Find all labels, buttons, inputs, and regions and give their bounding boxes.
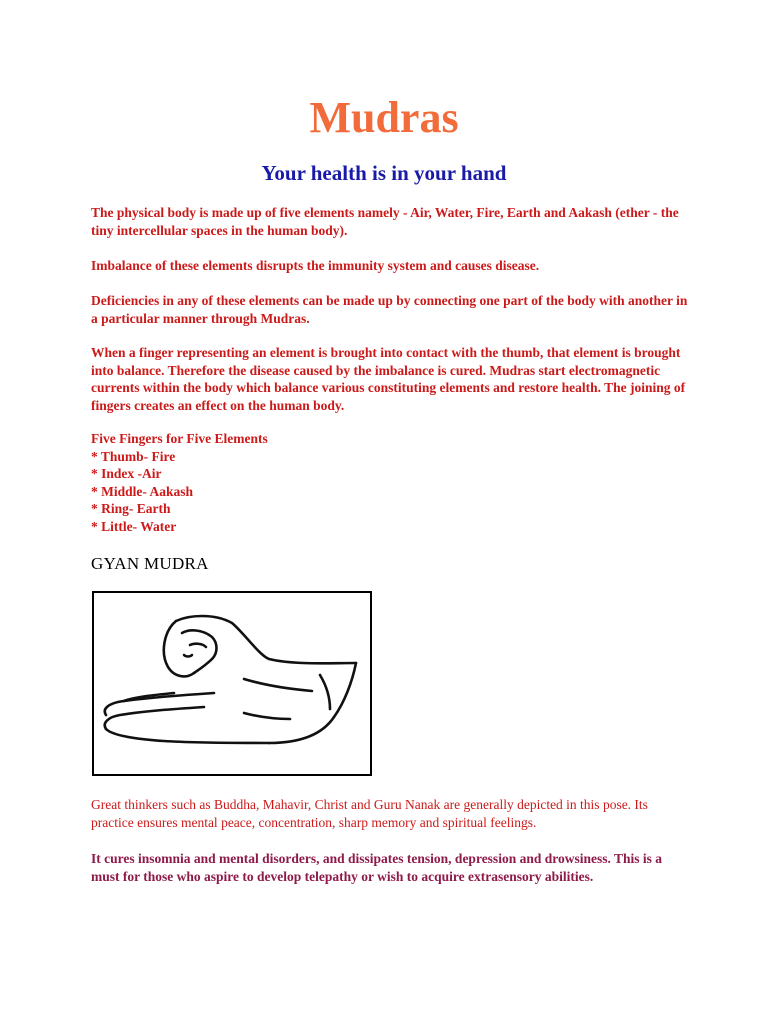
intro-paragraph-imbalance: Imbalance of these elements disrupts the immunity system and causes disease. (91, 258, 540, 273)
gyan-mudra-caption: Great thinkers such as Buddha, Mahavir, Christ and Guru Nanak are generally depicted in this pose. Its practice ensures mental peace, concentration, sharp memory and spiritual feelings. (91, 797, 648, 830)
gyan-mudra-hand-illustration (94, 593, 370, 774)
finger-item-index: * Index -Air (91, 466, 162, 481)
five-fingers-heading: Five Fingers for Five Elements (91, 431, 268, 446)
five-fingers-list (91, 430, 691, 535)
intro-paragraph-elements: The physical body is made up of five elements namely - Air, Water, Fire, Earth and Aakash (ether - the tiny intercellular spaces in the human body). (91, 205, 679, 238)
gyan-mudra-figure (92, 591, 372, 776)
section-heading-gyan-mudra: GYAN MUDRA (91, 554, 209, 573)
finger-item-thumb: * Thumb- Fire (91, 448, 176, 464)
finger-item-little: * Little- Water (91, 518, 177, 534)
intro-paragraph-deficiencies: Deficiencies in any of these elements can be made up by connecting one part of the body with another in a particular manner through Mudras. (91, 293, 688, 326)
finger-item-middle: * Middle- Aakash (91, 483, 194, 499)
gyan-mudra-benefits: It cures insomnia and mental disorders, and dissipates tension, depression and drowsiness. This is a must for those who aspire to develop telepathy or wish to acquire extrasensory abilities. (91, 851, 663, 884)
page-subtitle: Your health is in your hand (261, 161, 507, 185)
page-title: Mudras (309, 93, 459, 142)
intro-paragraph-finger-contact: When a finger representing an element is brought into contact with the thumb, that element is brought into balance. Therefore the disease caused by the imbalance is cured. Mudras start electromagnetic currents within the body which balance various constituting elements and restore health. The joining of fingers creates an effect on the human body. (91, 345, 686, 413)
finger-item-ring: * Ring- Earth (91, 501, 171, 516)
